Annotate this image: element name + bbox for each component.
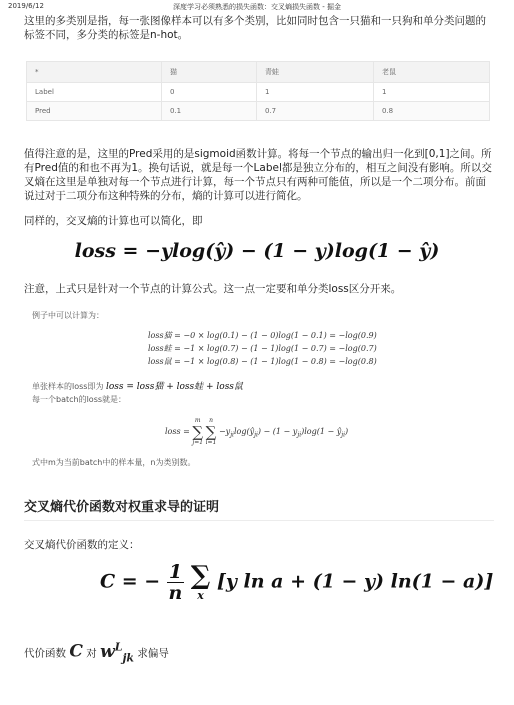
table-cell: 1 <box>257 83 374 102</box>
section-divider <box>24 520 494 521</box>
example-equation-frog: loss蛙 = −1 × log(0.7) − (1 − 1)log(1 − 0.7) = −log(0.7) <box>148 344 377 353</box>
outer-sum <box>192 417 203 447</box>
inner-sum-top: n <box>209 417 213 424</box>
cost-definition-text: 交叉熵代价函数的定义： <box>24 539 140 551</box>
table-cell: 0.7 <box>257 102 374 121</box>
table-header-cell: 老鼠 <box>374 62 490 83</box>
table-header-cell: * <box>27 62 162 83</box>
cost-function-formula <box>100 562 493 603</box>
table-cell: Pred <box>27 102 162 121</box>
cost-formula-lhs: C = − <box>100 570 161 593</box>
table-cell: Label <box>27 83 162 102</box>
single-sample-line <box>32 381 502 393</box>
last-line-pre: 代价函数 <box>24 647 66 660</box>
table-header-cell: 青蛙 <box>257 62 374 83</box>
batch-note: 式中m为当前batch中的样本量，n为类别数。 <box>32 458 196 467</box>
paragraph-node-note: 注意，上式只是针对一个节点的计算公式。这一点一定要和单分类loss区分开来。 <box>24 283 402 295</box>
table-cell: 1 <box>374 83 490 102</box>
cost-sum-subscript: x <box>197 588 204 602</box>
single-sample-text: 单张样本的loss即为 <box>32 382 104 391</box>
single-sample-equation: loss = loss猫 + loss蛙 + loss鼠 <box>106 382 243 392</box>
weight-subscript: jk <box>122 651 135 665</box>
cost-sum <box>190 560 211 603</box>
fraction <box>167 562 184 603</box>
table-cell: 0.1 <box>162 102 257 121</box>
outer-sum-top: m <box>194 417 201 424</box>
example-equation-cat: loss猫 = −0 × log(0.1) − (1 − 0)log(1 − 0.1) = −log(0.9) <box>148 331 377 340</box>
table-row <box>27 83 490 102</box>
last-line-post: 求偏导 <box>137 647 169 660</box>
binary-cross-entropy-formula: loss = −ylog(ŷ) − (1 − y)log(1 − ŷ) <box>74 240 440 262</box>
print-title: 深度学习必须熟悉的损失函数：交叉熵损失函数 - 掘金 <box>173 3 341 11</box>
table-header-row <box>27 62 490 83</box>
paragraph-sigmoid-note: 值得注意的是，这里的Pred采用的是sigmoid函数计算。将每一个节点的输出归一化到[0,1]之间。所有Pred值的和也不再为1。换句话说，就是每一个Label都是独立分布的，相互之间没有影响。所以交叉熵在这里是单独对每一个节点进行计算，每一个节点只有两种可能值，所以是一个二项分布。前面说过对于二项分布这种特殊的分布，熵的计算可以进行简化。 <box>24 148 492 202</box>
inner-sum <box>206 417 217 447</box>
sum-symbol-icon: ∑ <box>190 560 211 591</box>
paragraph-multilabel: 这里的多类别是指，每一张图像样本可以有多个类别，比如同时包含一只猫和一只狗和单分类问题的标签不同，多分类的标签是n-hot。 <box>24 15 486 41</box>
batch-equation-lhs: loss = <box>165 427 193 436</box>
last-line-mid: 对 <box>86 647 97 660</box>
example-equations <box>148 329 377 368</box>
table-cell: 0.8 <box>374 102 490 121</box>
table-row <box>27 102 490 121</box>
section-title: 交叉熵代价函数对权重求导的证明 <box>24 500 220 515</box>
cost-symbol: C <box>69 641 83 662</box>
sum-symbol-icon: ∑ <box>205 423 217 441</box>
outer-sum-bottom: j=1 <box>192 439 204 446</box>
batch-equation-rhs: $-y_{ji}\log(ŷ_{ji}) - (1 - y_{ji})\log(1$ − $ŷ_{ji}$) <box>218 427 349 439</box>
partial-derivative-line <box>24 640 169 664</box>
batch-text: 每一个batch的loss就是： <box>32 395 127 404</box>
fraction-numerator: 1 <box>168 561 183 583</box>
example-intro: 例子中可以计算为： <box>32 311 104 320</box>
print-date: 2019/6/12 <box>8 2 44 10</box>
table-cell: 0 <box>162 83 257 102</box>
example-equation-mouse: loss鼠 = −1 × log(0.8) − (1 − 1)log(1 − 0.8) = −log(0.8) <box>148 357 377 366</box>
table-header-cell: 猫 <box>162 62 257 83</box>
paragraph-simplify: 同样的，交叉熵的计算也可以简化，即 <box>24 215 203 227</box>
fraction-denominator: n <box>168 582 183 604</box>
weight-letter: w <box>100 641 115 662</box>
inner-sum-bottom: i=1 <box>205 439 217 446</box>
label-pred-table <box>26 61 490 121</box>
batch-loss-equation <box>165 417 348 447</box>
weight-symbol <box>100 640 135 665</box>
weight-superscript: L <box>114 640 123 653</box>
sum-symbol-icon: ∑ <box>192 423 204 441</box>
cost-formula-rhs: [y ln a + (1 − y) ln(1 − a)] <box>216 570 494 593</box>
